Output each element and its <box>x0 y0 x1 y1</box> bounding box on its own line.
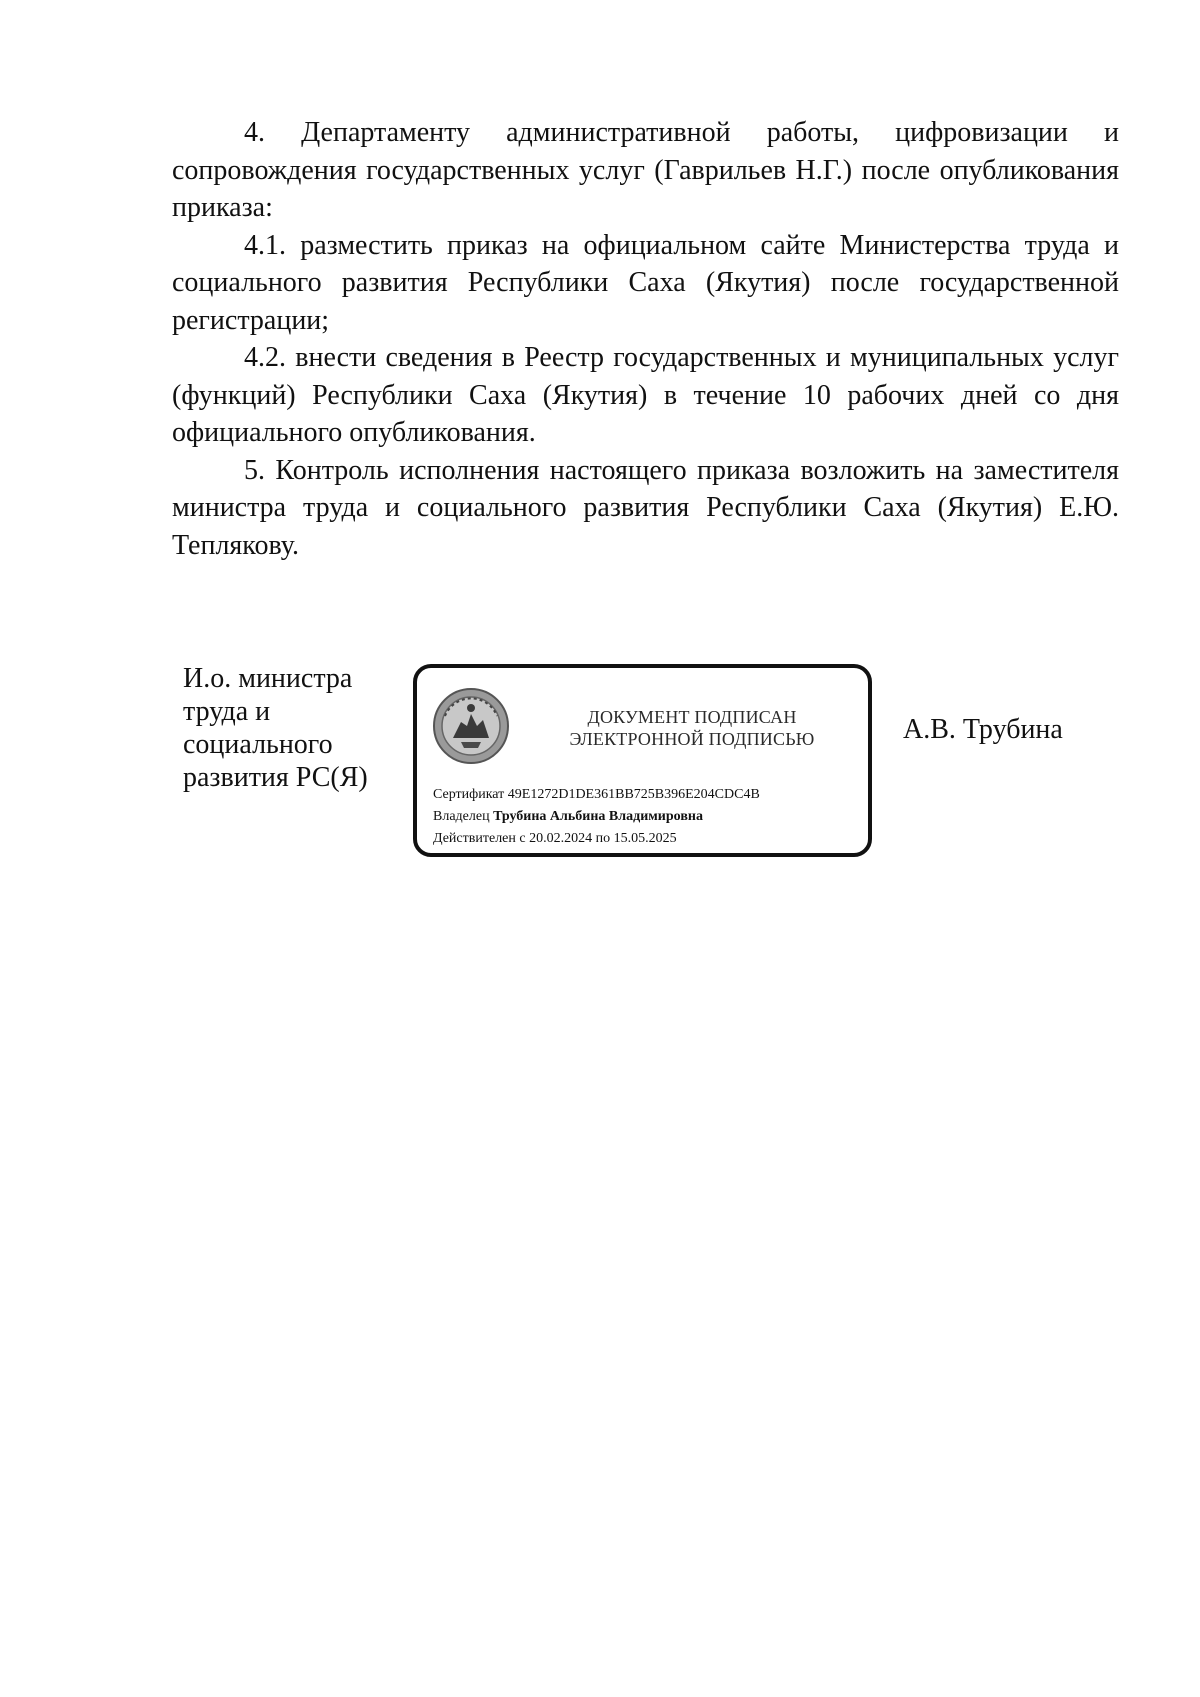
signer-name: А.В. Трубина <box>903 714 1063 745</box>
valid-from: 20.02.2024 <box>529 831 593 846</box>
signer-position <box>183 662 393 794</box>
paragraph-5: 5. Контроль исполнения настоящего приказа возложить на заместителя министра труда и социального развития Республики Саха (Якутия) Е.Ю. Теплякову. <box>172 454 1119 561</box>
electronic-signature-stamp <box>413 664 872 857</box>
valid-to-label: по <box>595 831 611 846</box>
signer-position-line: труда и <box>183 696 271 727</box>
signer-position-line: развития РС(Я) <box>183 762 368 793</box>
paragraph-4: 4. Департаменту административной работы, цифровизации и сопровождения государственных услуг (Гаврильев Н.Г.) после опубликования приказа: <box>172 117 1119 223</box>
owner-label: Владелец <box>433 809 490 824</box>
certificate-line <box>433 784 760 806</box>
stamp-details <box>433 784 760 850</box>
paragraph-4-1: 4.1. разместить приказ на официальном сайте Министерства труда и социального развития Республики Саха (Якутия) после государственной регистрации; <box>172 229 1119 336</box>
validity-line <box>433 828 760 850</box>
valid-to: 15.05.2025 <box>613 831 677 846</box>
stamp-title-line: ЭЛЕКТРОННОЙ ПОДПИСЬЮ <box>569 729 815 749</box>
signer-position-line: И.о. министра <box>183 663 353 694</box>
stamp-title <box>527 706 857 750</box>
stamp-title-line: ДОКУМЕНТ ПОДПИСАН <box>587 707 797 727</box>
valid-label: Действителен с <box>433 831 526 846</box>
owner-line <box>433 806 760 828</box>
paragraph-4-2: 4.2. внести сведения в Реестр государственных и муниципальных услуг (функций) Республики Саха (Якутия) в течение 10 рабочих дней со дня официального опубликования. <box>172 342 1119 448</box>
republic-emblem-icon <box>431 686 511 766</box>
certificate-value: 49E1272D1DE361BB725B396E204CDC4B <box>507 787 760 802</box>
owner-value: Трубина Альбина Владимировна <box>493 809 703 824</box>
signer-position-line: социального <box>183 729 333 760</box>
certificate-label: Сертификат <box>433 787 505 802</box>
